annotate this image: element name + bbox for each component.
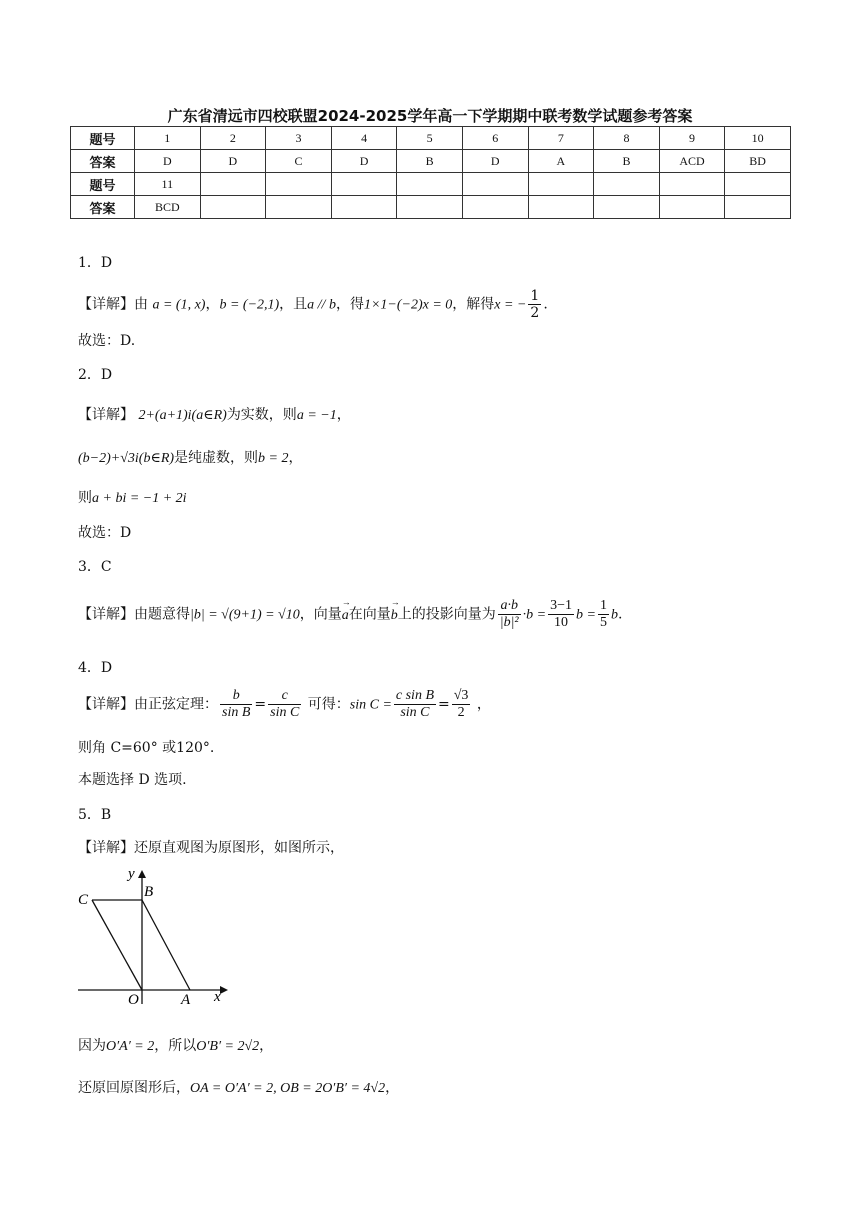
q3-detail xyxy=(78,598,622,631)
label-o: O xyxy=(128,992,139,1008)
table-cell: 3 xyxy=(266,127,332,150)
q2-res1: a = −1 xyxy=(296,408,337,423)
q2-text: 为实数，则 xyxy=(226,407,297,423)
q3-end: . xyxy=(617,606,623,623)
table-cell: 8 xyxy=(594,127,660,150)
table-cell xyxy=(397,196,463,219)
q3-text: 由题意得 xyxy=(134,606,190,623)
q4-text: 由正弦定理： xyxy=(134,696,218,713)
detail-tag: 【详解】 xyxy=(78,696,134,713)
label-y: y xyxy=(128,866,135,882)
q5-text: ， xyxy=(259,1038,274,1054)
table-cell xyxy=(594,196,660,219)
table-cell xyxy=(725,173,791,196)
q1-text: 由 xyxy=(134,296,148,313)
q1-detail xyxy=(78,288,548,321)
q5-text: 因为 xyxy=(78,1038,106,1054)
table-cell: 7 xyxy=(528,127,594,150)
q3-text: 在向量 xyxy=(348,606,391,623)
table-cell xyxy=(200,173,266,196)
q1-fraction xyxy=(528,288,541,321)
q5-line3 xyxy=(78,1077,399,1097)
fraction-denominator: sin C xyxy=(270,705,300,720)
q2-text: ， xyxy=(336,407,351,423)
answer-table xyxy=(70,126,791,219)
q3-eq: ·b = xyxy=(522,607,547,623)
fraction-denominator: 2 xyxy=(530,305,540,321)
q5-eq: OA = O′A′ = 2, OB = 2O′B′ = 4√2 xyxy=(190,1081,386,1096)
q3-fraction-3 xyxy=(598,598,609,631)
q4-heading: 4．D xyxy=(78,660,113,676)
q1-eq-a: a = (1, x) xyxy=(152,297,206,313)
q3-text: 上的投影向量为 xyxy=(397,606,496,623)
q3-fraction-2 xyxy=(548,598,574,631)
q2-line3 xyxy=(78,487,187,507)
q5-detail xyxy=(78,837,344,857)
table-cell xyxy=(659,173,725,196)
table-header-cell: 答案 xyxy=(71,150,135,173)
table-cell xyxy=(725,196,791,219)
table-cell xyxy=(397,173,463,196)
q2-eq1: 2+(a+1)i(a∈R) xyxy=(138,408,227,423)
table-cell: BD xyxy=(725,150,791,173)
q1-text: ，解得 xyxy=(452,296,495,313)
q2-eq3: a + bi = −1 + 2i xyxy=(92,491,187,506)
table-row xyxy=(71,127,791,150)
table-cell: 9 xyxy=(659,127,725,150)
q1-eq-b: b = (−2,1) xyxy=(219,297,280,313)
q5-text: 还原直观图为原图形，如图所示， xyxy=(134,840,344,856)
fraction-denominator: |b|² xyxy=(499,615,519,630)
q4-line2: 则角 C=60° 或120°. xyxy=(78,740,215,756)
segment-co xyxy=(92,900,142,990)
q5-figure xyxy=(74,864,234,1010)
table-cell: 2 xyxy=(200,127,266,150)
table-row xyxy=(71,196,791,219)
fraction-numerator: √3 xyxy=(453,688,469,703)
document-title: 广东省清远市四校联盟2024-2025学年高一下学期期中联考数学试题参考答案 xyxy=(167,107,693,125)
detail-tag: 【详解】 xyxy=(78,296,134,313)
q1-end: . xyxy=(543,296,548,313)
q1-eq-cond: 1×1−(−2)x = 0 xyxy=(363,297,453,313)
fraction-denominator: sin B xyxy=(222,705,251,720)
table-cell xyxy=(331,173,397,196)
table-cell: D xyxy=(135,150,201,173)
fraction-denominator: 2 xyxy=(457,705,465,720)
fraction-numerator: c xyxy=(268,688,301,705)
q2-line2 xyxy=(78,447,302,467)
fraction-numerator: a·b xyxy=(498,598,521,615)
detail-tag: 【详解】 xyxy=(78,840,134,856)
q3-vec-b: → b xyxy=(391,608,398,624)
q2-text: 则 xyxy=(78,490,92,506)
q1-heading: 1．D xyxy=(78,255,113,271)
table-cell: A xyxy=(528,150,594,173)
q1-text: ， xyxy=(205,296,220,313)
table-cell: BCD xyxy=(135,196,201,219)
table-row xyxy=(71,173,791,196)
q3-heading: 3．C xyxy=(78,559,112,575)
table-cell xyxy=(462,196,528,219)
y-axis-arrow xyxy=(138,870,146,878)
label-a: A xyxy=(181,992,191,1008)
detail-tag: 【详解】 xyxy=(78,407,134,423)
label-x: x xyxy=(214,989,221,1005)
q3-eq: b xyxy=(610,607,618,623)
q2-text: 是纯虚数，则 xyxy=(174,450,259,466)
q1-eq-result: x = − xyxy=(494,297,527,313)
fraction-numerator: 1 xyxy=(599,598,607,613)
q1-choose: 故选：D. xyxy=(78,333,136,349)
table-cell: 4 xyxy=(331,127,397,150)
table-cell xyxy=(200,196,266,219)
q3-vec-a: → a xyxy=(342,608,349,624)
q3-text: ，向量 xyxy=(299,606,342,623)
table-cell: B xyxy=(397,150,463,173)
q1-text: ，得 xyxy=(335,296,364,313)
q5-eq: O′A′ = 2 xyxy=(106,1039,155,1054)
q4-fraction-3 xyxy=(394,688,436,721)
table-cell: 11 xyxy=(135,173,201,196)
q5-eq: O′B′ = 2√2 xyxy=(196,1039,260,1054)
table-header-cell: 题号 xyxy=(71,173,135,196)
fraction-denominator: 5 xyxy=(599,615,607,630)
q2-choose: 故选：D xyxy=(78,525,132,541)
q4-fraction-4 xyxy=(452,688,471,721)
q3-eq: b = xyxy=(576,607,596,623)
q5-line2 xyxy=(78,1035,273,1055)
table-cell xyxy=(462,173,528,196)
table-cell: 1 xyxy=(135,127,201,150)
q4-fraction-2 xyxy=(268,688,301,721)
q2-heading: 2．D xyxy=(78,367,113,383)
fraction-numerator: 1 xyxy=(530,288,540,304)
table-header-cell: 题号 xyxy=(71,127,135,150)
table-cell xyxy=(659,196,725,219)
q1-eq-parallel: a // b xyxy=(307,297,336,313)
table-header-cell: 答案 xyxy=(71,196,135,219)
x-axis-arrow xyxy=(220,986,228,994)
q1-text: ，且 xyxy=(279,296,308,313)
fraction-denominator: sin C xyxy=(400,705,430,720)
q5-text: ，所以 xyxy=(154,1038,197,1054)
table-cell: C xyxy=(266,150,332,173)
q3-fraction-1 xyxy=(498,598,521,631)
q2-res2: b = 2 xyxy=(258,451,289,466)
table-cell xyxy=(594,173,660,196)
table-cell: 5 xyxy=(397,127,463,150)
table-cell xyxy=(331,196,397,219)
table-cell xyxy=(528,173,594,196)
fraction-numerator: c sin B xyxy=(395,688,434,703)
q5-text: 还原回原图形后， xyxy=(78,1080,190,1096)
detail-tag: 【详解】 xyxy=(78,606,134,623)
fraction-numerator: 3−1 xyxy=(550,598,572,613)
q4-fraction-1 xyxy=(220,688,252,721)
table-cell xyxy=(528,196,594,219)
table-cell: 6 xyxy=(462,127,528,150)
q5-heading: 5．B xyxy=(78,807,112,823)
q4-detail: 【详解】由正弦定理： $\frac{b}{\text{sin B}}$ = $\frac{c}{\text{sin C}}$ 可得：sin C = $\frac{\text{c sin B}}{\text{sin C}}$ = $\frac{√3}{2}$ ， xyxy=(78,688,491,720)
q2-line1 xyxy=(78,404,351,424)
label-b: B xyxy=(144,884,154,900)
table-cell xyxy=(266,173,332,196)
table-row xyxy=(71,150,791,173)
table-cell: D xyxy=(331,150,397,173)
table-cell xyxy=(266,196,332,219)
q2-text: ， xyxy=(288,450,303,466)
q4-eq: sin C = xyxy=(349,697,392,713)
fraction-numerator: b xyxy=(220,688,252,705)
table-cell: 10 xyxy=(725,127,791,150)
q4-line3: 本题选择 D 选项. xyxy=(78,772,187,788)
q4-end: ， xyxy=(476,696,491,713)
label-c: C xyxy=(78,892,89,908)
table-cell: ACD xyxy=(659,150,725,173)
table-cell: D xyxy=(462,150,528,173)
q5-text: ， xyxy=(385,1080,400,1096)
q2-eq2: (b−2)+√3i(b∈R) xyxy=(78,451,175,466)
table-cell: B xyxy=(594,150,660,173)
table-cell: D xyxy=(200,150,266,173)
q3-eq-norm: |b| = √(9+1) = √10 xyxy=(190,607,300,623)
segment-ba xyxy=(142,900,190,990)
fraction-denominator: 10 xyxy=(554,615,569,630)
q4-text: 可得： xyxy=(307,696,350,713)
